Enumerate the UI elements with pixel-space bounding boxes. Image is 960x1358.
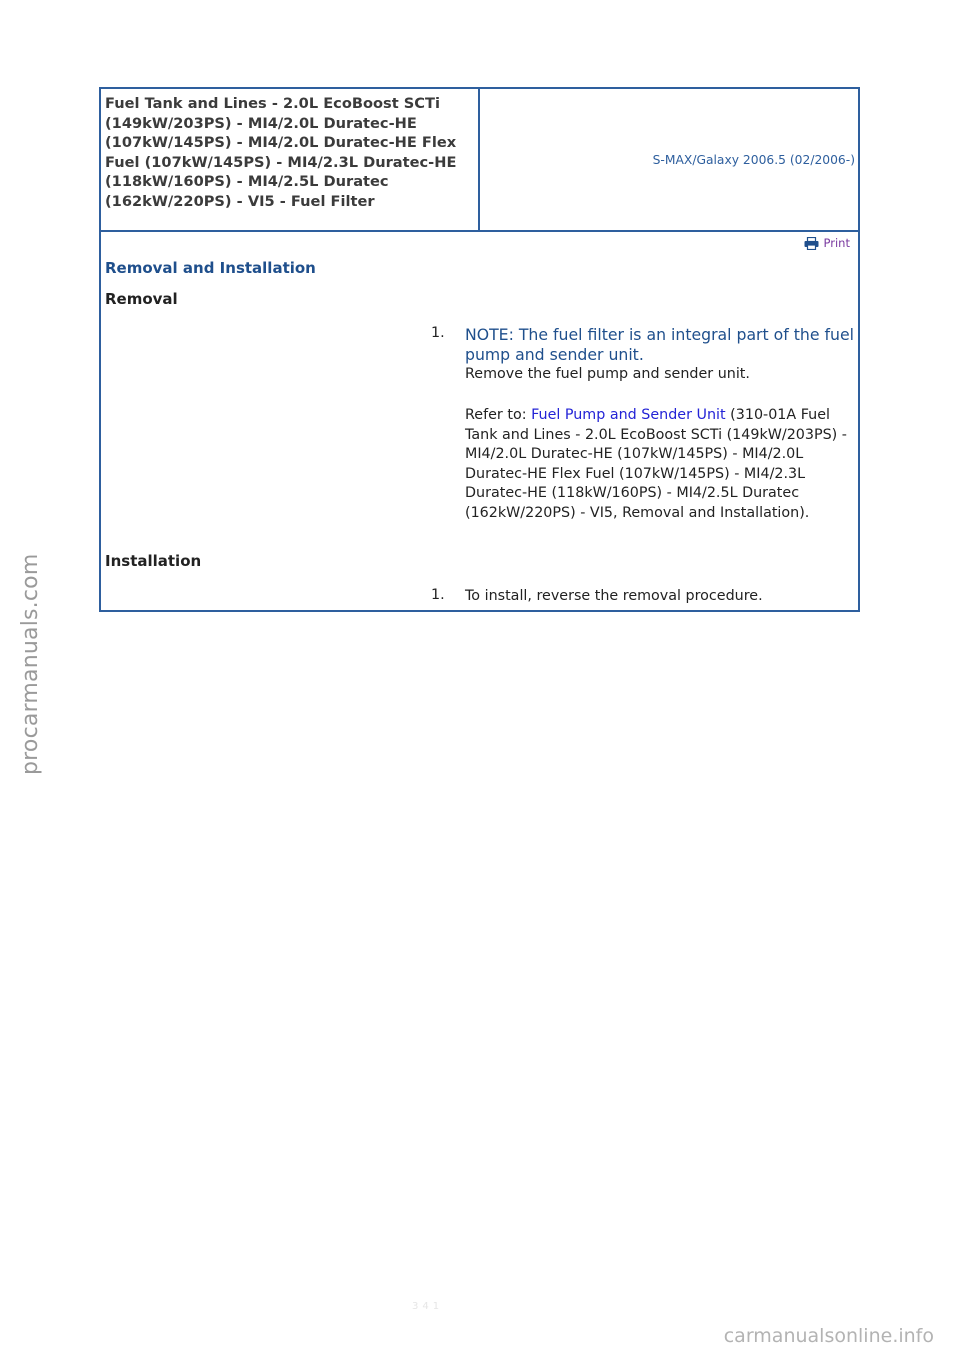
document-frame <box>99 87 860 612</box>
page-number: 341 <box>412 1301 444 1312</box>
printer-icon <box>804 237 819 250</box>
step-number: 1. <box>431 325 445 341</box>
document-title: Fuel Tank and Lines - 2.0L EcoBoost SCTi (149kW/203PS) - MI4/2.0L Duratec-HE (107kW/145PS) - MI4/2.0L Duratec-HE Flex Fuel (107kW/145PS) - MI4/2.3L Duratec-HE (118kW/160PS) - MI4/2.5L Duratec (162kW/220PS) - VI5 - Fuel Filter <box>101 89 480 230</box>
print-button[interactable] <box>804 236 850 250</box>
step-text: Remove the fuel pump and sender unit. <box>465 366 750 382</box>
document-header <box>101 89 858 232</box>
vehicle-model-text: S-MAX/Galaxy 2006.5 (02/2006-) <box>652 152 855 167</box>
reference-suffix: (310-01A Fuel Tank and Lines - 2.0L EcoBoost SCTi (149kW/203PS) - MI4/2.0L Duratec-HE (107kW/145PS) - MI4/2.0L Duratec-HE Flex Fuel (107kW/145PS) - MI4/2.3L Duratec-HE (118kW/160PS) - MI4/2.5L Duratec (162kW/220PS) - VI5, Removal and Installation). <box>465 407 847 521</box>
step-body <box>465 325 861 523</box>
document-body <box>101 232 858 610</box>
step-text: To install, reverse the removal procedure. <box>465 588 763 604</box>
section-title: Removal and Installation <box>105 259 316 277</box>
removal-heading: Removal <box>105 290 178 308</box>
fuel-pump-sender-unit-link[interactable]: Fuel Pump and Sender Unit <box>531 407 726 423</box>
vehicle-model-label <box>480 89 858 230</box>
step-body <box>465 587 861 606</box>
side-watermark: procarmanuals.com <box>18 553 43 775</box>
step-reference <box>465 406 861 523</box>
installation-heading: Installation <box>105 552 202 570</box>
step-number: 1. <box>431 587 445 603</box>
reference-prefix: Refer to: <box>465 407 532 423</box>
step-note: NOTE: The fuel filter is an integral part of the fuel pump and sender unit. <box>465 325 854 364</box>
print-label: Print <box>823 236 850 250</box>
bottom-watermark: carmanualsonline.info <box>723 1325 934 1347</box>
